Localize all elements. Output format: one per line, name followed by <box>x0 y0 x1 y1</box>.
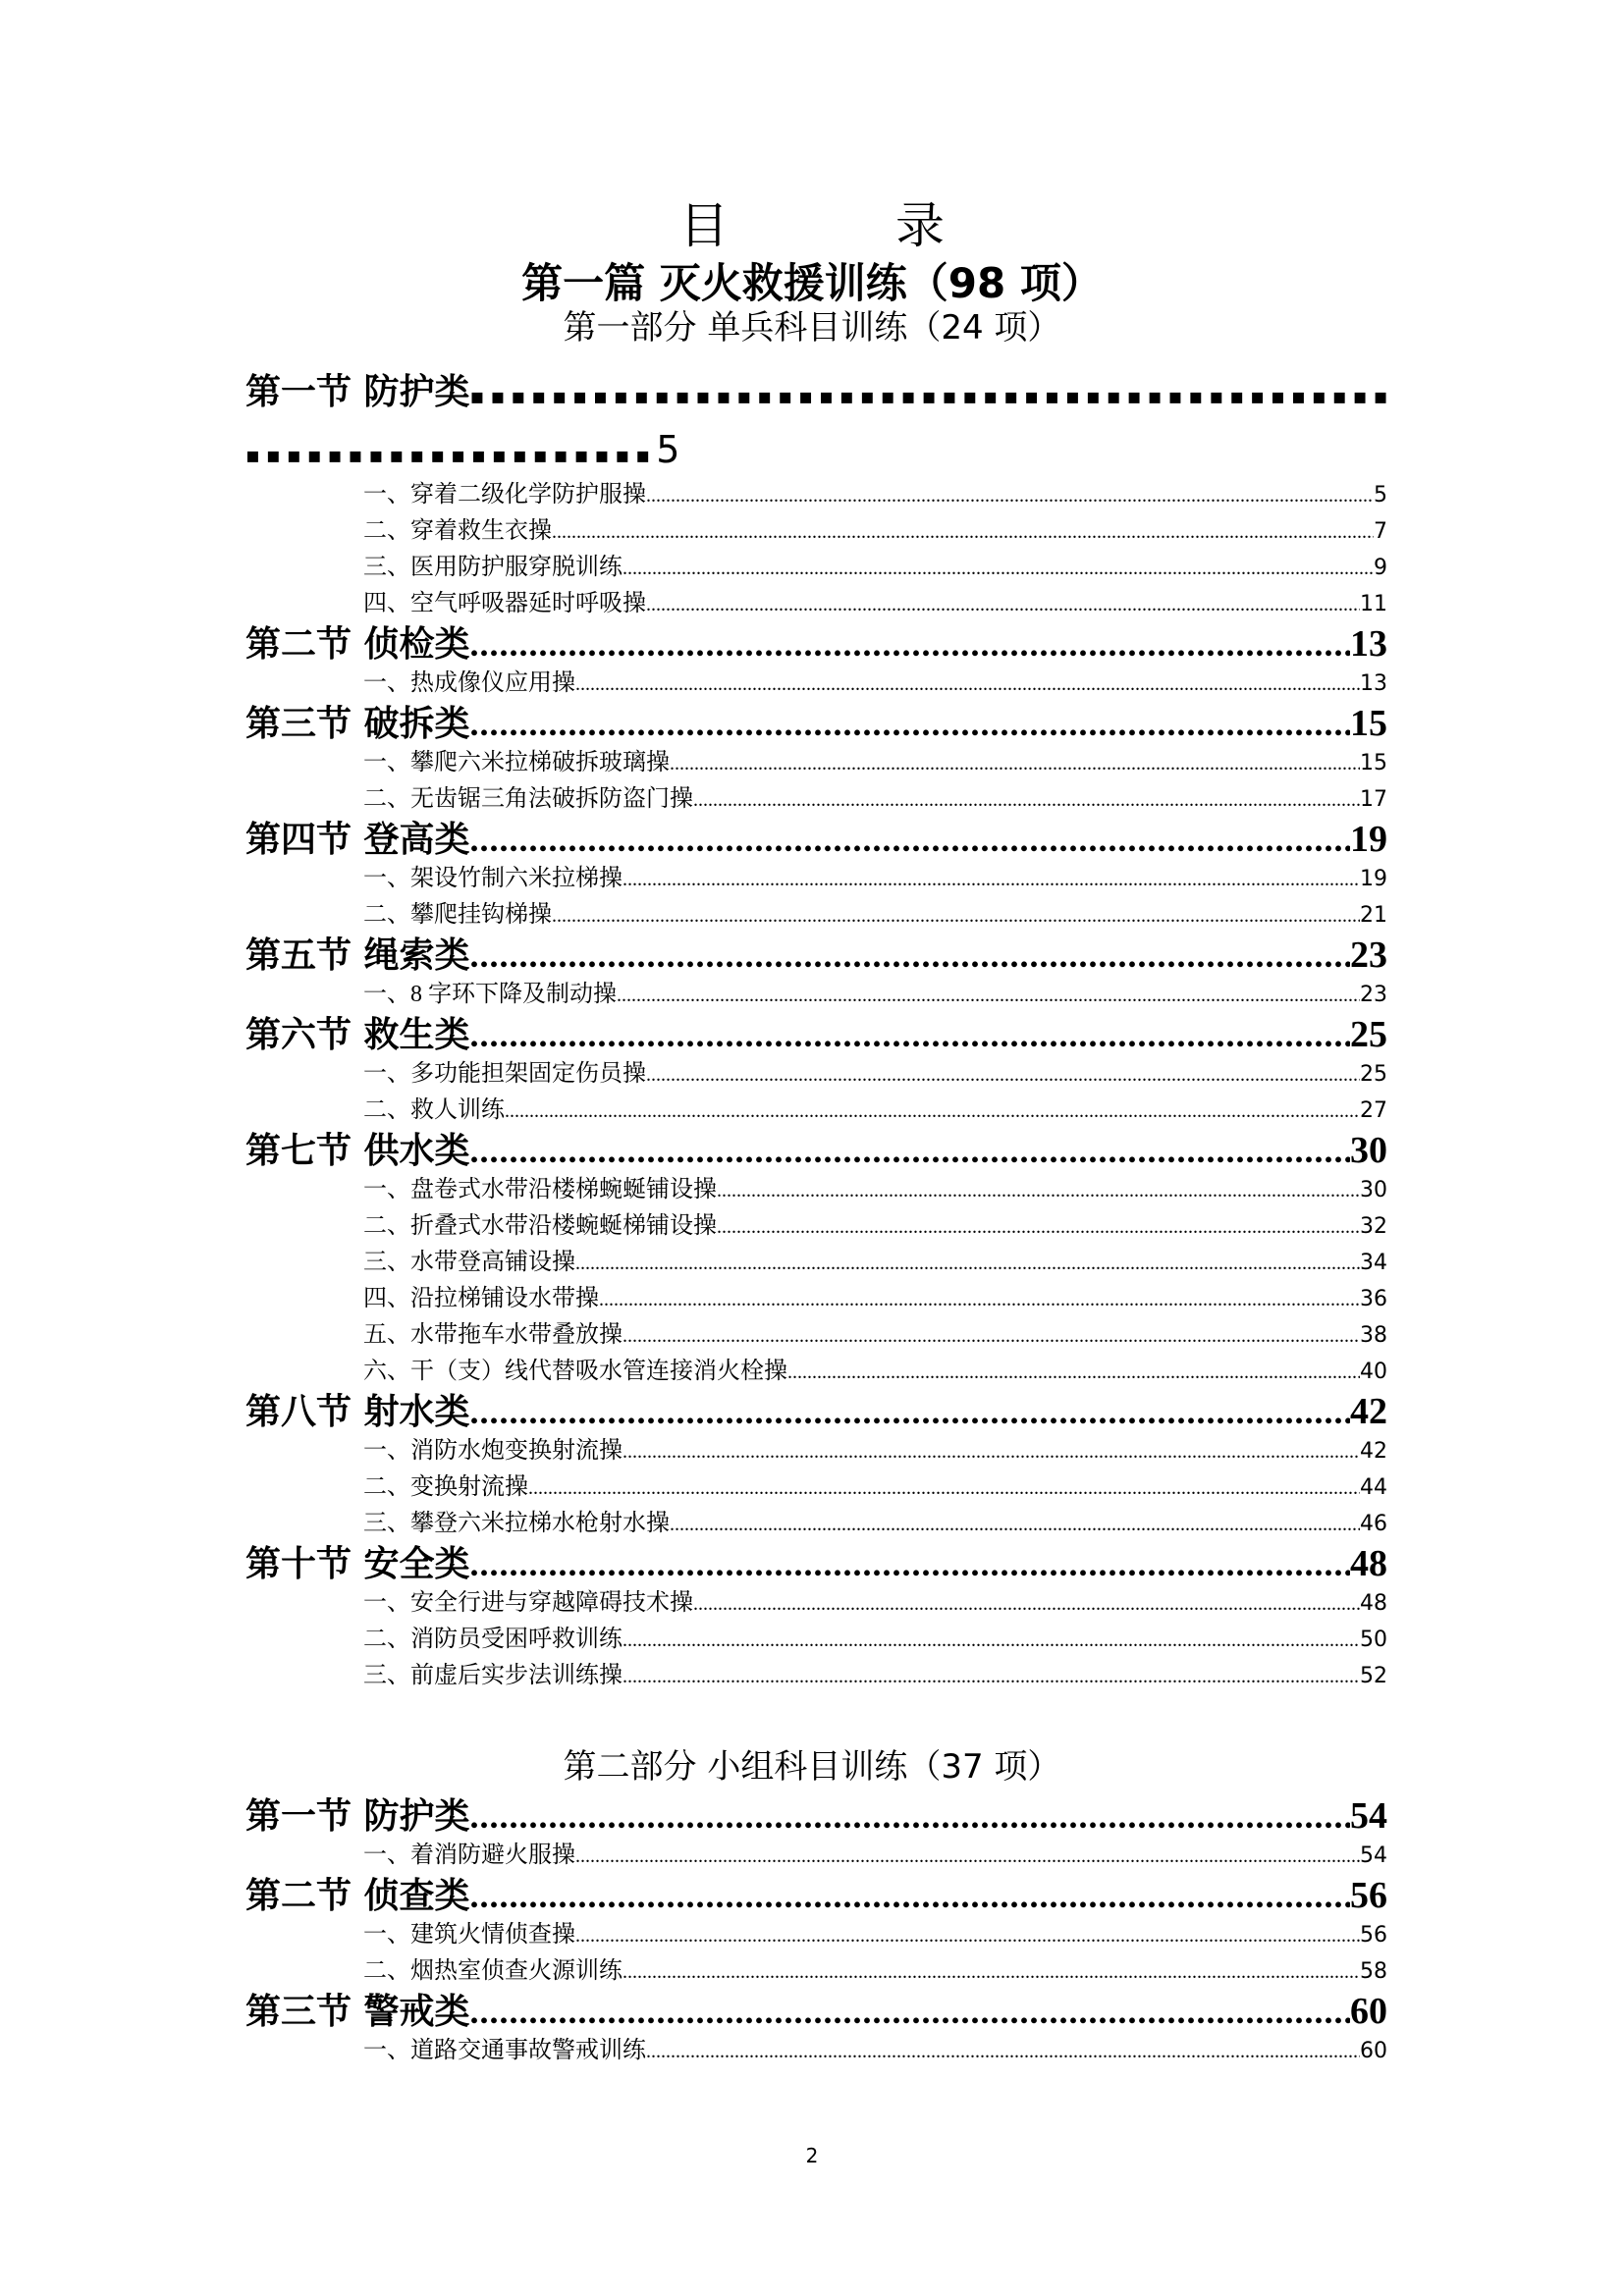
item-label: 一、消防水炮变换射流操 <box>363 1438 623 1464</box>
item-label: 一、道路交通事故警戒训练 <box>363 2038 646 2063</box>
page-number: 11 <box>1360 592 1387 616</box>
page-number: 13 <box>1360 671 1387 696</box>
section-label: 第七节 供水类 <box>245 1131 470 1171</box>
item-label: 一、安全行进与穿越障碍技术操 <box>363 1590 693 1616</box>
toc-item[interactable] <box>245 666 1387 702</box>
toc-item[interactable] <box>245 477 1387 513</box>
dot-leader <box>623 1318 1360 1354</box>
item-label: 二、无齿锯三角法破拆防盗门操 <box>363 786 693 812</box>
dot-leader <box>470 818 1350 861</box>
dot-leader <box>693 782 1360 818</box>
dot-leader <box>552 514 1374 550</box>
toc-item[interactable] <box>245 1056 1387 1093</box>
page-number: 25 <box>1360 1062 1387 1087</box>
dot-leader <box>470 1390 1350 1433</box>
page-number: 15 <box>1350 703 1387 744</box>
dot-leader <box>470 1990 1350 2033</box>
page-number: 23 <box>1360 983 1387 1007</box>
section-label: 第一节 防护类 <box>245 1796 470 1837</box>
dot-leader <box>787 1355 1360 1390</box>
item-label: 二、变换射流操 <box>363 1474 528 1500</box>
toc-item[interactable] <box>245 1433 1387 1469</box>
page-number: 15 <box>1360 751 1387 775</box>
item-label: 三、攀登六米拉梯水枪射水操 <box>363 1511 670 1536</box>
page-number: 50 <box>1360 1628 1387 1652</box>
page-number: 42 <box>1350 1391 1387 1432</box>
toc-item[interactable] <box>245 1354 1387 1390</box>
item-label: 二、攀爬挂钩梯操 <box>363 902 552 928</box>
dot-leader <box>599 1282 1360 1317</box>
section-label: 第八节 射水类 <box>245 1392 470 1432</box>
section-label: 第二节 侦检类 <box>245 624 470 665</box>
dot-leader <box>470 622 1350 666</box>
section-label: 第五节 绳索类 <box>245 935 470 976</box>
item-label: 一、着消防避火服操 <box>363 1842 575 1868</box>
dot-leader <box>505 1094 1360 1129</box>
toc-section-heading[interactable] <box>245 1013 1387 1056</box>
dot-leader <box>470 1874 1350 1917</box>
dot-leader <box>575 1839 1360 1874</box>
toc-item[interactable] <box>245 1093 1387 1129</box>
toc-section-heading[interactable] <box>245 1390 1387 1433</box>
toc-item[interactable] <box>245 1953 1387 1990</box>
page-number: 36 <box>1360 1287 1387 1311</box>
dot-leader <box>575 667 1360 702</box>
page-number: 60 <box>1360 2039 1387 2063</box>
toc-item[interactable] <box>245 550 1387 586</box>
section-label: 第十节 安全类 <box>245 1544 470 1584</box>
dot-leader <box>575 1918 1360 1953</box>
dot-leader <box>470 702 1350 745</box>
item-label: 三、医用防护服穿脱训练 <box>363 555 623 580</box>
section-label: 第一节 防护类 <box>245 372 470 412</box>
toc-item[interactable] <box>245 745 1387 781</box>
page-number: 38 <box>1360 1323 1387 1348</box>
toc-item[interactable] <box>245 1917 1387 1953</box>
item-label: 三、水带登高铺设操 <box>363 1250 575 1275</box>
page-number: 30 <box>1360 1178 1387 1202</box>
section-label: 第三节 破拆类 <box>245 704 470 744</box>
toc-item[interactable] <box>245 861 1387 897</box>
toc-item[interactable] <box>245 1245 1387 1281</box>
page-number: 34 <box>1360 1251 1387 1275</box>
dot-leader <box>623 862 1360 897</box>
page-number: 42 <box>1360 1439 1387 1464</box>
dot-leader <box>470 1129 1350 1172</box>
page-number: 30 <box>1350 1130 1387 1171</box>
toc-item[interactable] <box>245 1469 1387 1506</box>
part-2-title: 第二部分 小组科目训练（37 项） <box>563 1747 1061 1787</box>
part-1-title: 第一部分 单兵科目训练（24 项） <box>563 308 1061 347</box>
page-number: 32 <box>1360 1214 1387 1239</box>
toc-section-heading[interactable] <box>245 934 1387 977</box>
toc-item[interactable] <box>245 2033 1387 2069</box>
page-number: 5 <box>1374 483 1387 507</box>
dot-leader <box>717 1173 1360 1208</box>
section-label: 第六节 救生类 <box>245 1015 470 1055</box>
dot-leader <box>646 2034 1360 2069</box>
dot-leader <box>623 1954 1360 1990</box>
dot-leader: ▪▪▪▪▪▪▪▪▪▪▪▪▪▪▪▪▪▪▪▪ <box>245 444 657 468</box>
page-number: 5 <box>656 428 680 471</box>
toc-section-heading[interactable] <box>245 1129 1387 1172</box>
toc-item[interactable] <box>245 897 1387 934</box>
dot-leader <box>470 363 1387 422</box>
dot-leader <box>623 1659 1360 1694</box>
toc-section-heading[interactable] <box>245 1542 1387 1585</box>
toc-section-heading[interactable] <box>245 702 1387 745</box>
toc-item[interactable] <box>245 586 1387 622</box>
item-label: 二、折叠式水带沿楼蜿蜒梯铺设操 <box>363 1213 717 1239</box>
toc-item[interactable] <box>245 1281 1387 1317</box>
dot-leader <box>575 1246 1360 1281</box>
item-label: 二、穿着救生衣操 <box>363 518 552 544</box>
page-number: 58 <box>1360 1959 1387 1984</box>
page-number: 56 <box>1360 1923 1387 1948</box>
toc-item[interactable] <box>245 1506 1387 1542</box>
page-number: 23 <box>1350 934 1387 976</box>
page-number: 27 <box>1360 1098 1387 1123</box>
page-number: 17 <box>1360 787 1387 812</box>
item-label: 一、8 字环下降及制动操 <box>363 982 617 1007</box>
toc-part-1 <box>245 363 1387 1694</box>
toc-section-heading-continued[interactable] <box>245 422 1387 477</box>
toc-title: 目 录 <box>679 197 1003 254</box>
section-label: 第二节 侦查类 <box>245 1876 470 1916</box>
page-number: 40 <box>1360 1360 1387 1384</box>
dot-leader <box>470 934 1350 977</box>
toc-section-heading[interactable] <box>245 1874 1387 1917</box>
page-number: 25 <box>1350 1014 1387 1055</box>
dot-leader <box>646 587 1360 622</box>
toc-item[interactable] <box>245 977 1387 1013</box>
toc-item[interactable] <box>245 1658 1387 1694</box>
toc-section-heading[interactable] <box>245 1990 1387 2033</box>
page-number: 46 <box>1360 1512 1387 1536</box>
dot-leader <box>617 978 1360 1013</box>
dot-leader <box>470 1013 1350 1056</box>
dot-leader <box>646 1057 1360 1093</box>
page-number: 19 <box>1350 819 1387 860</box>
dot-leader <box>646 478 1374 513</box>
toc-section-heading[interactable] <box>245 1794 1387 1838</box>
dot-leader <box>470 1794 1350 1838</box>
volume-title: 第一篇 灭火救援训练（98 项） <box>521 259 1103 307</box>
item-label: 二、救人训练 <box>363 1097 505 1123</box>
page-number: 52 <box>1360 1664 1387 1688</box>
item-label: 四、空气呼吸器延时呼吸操 <box>363 591 646 616</box>
toc-section-heading[interactable] <box>245 622 1387 666</box>
dot-leader <box>623 551 1374 586</box>
toc-item[interactable] <box>245 1585 1387 1622</box>
item-label: 一、穿着二级化学防护服操 <box>363 482 646 507</box>
toc-part-2 <box>245 1794 1387 2069</box>
section-label: 第四节 登高类 <box>245 820 470 860</box>
toc-section-heading[interactable] <box>245 818 1387 861</box>
item-label: 一、架设竹制六米拉梯操 <box>363 866 623 891</box>
item-label: 四、沿拉梯铺设水带操 <box>363 1286 599 1311</box>
item-label: 六、干（支）线代替吸水管连接消火栓操 <box>363 1359 787 1384</box>
page-number: 54 <box>1350 1795 1387 1837</box>
item-label: 二、消防员受困呼救训练 <box>363 1627 623 1652</box>
page-number: 54 <box>1360 1843 1387 1868</box>
item-label: 一、盘卷式水带沿楼梯蜿蜒铺设操 <box>363 1177 717 1202</box>
item-label: 一、热成像仪应用操 <box>363 670 575 696</box>
item-label: 一、多功能担架固定伤员操 <box>363 1061 646 1087</box>
dot-leader <box>670 1507 1360 1542</box>
page-number: 21 <box>1360 903 1387 928</box>
dot-leader <box>717 1209 1360 1245</box>
toc-item[interactable] <box>245 1208 1387 1245</box>
dot-leader <box>528 1470 1360 1506</box>
page-number: 48 <box>1350 1543 1387 1584</box>
page-number: 13 <box>1350 623 1387 665</box>
toc-item[interactable] <box>245 513 1387 550</box>
page-number: 56 <box>1350 1875 1387 1916</box>
page-footer-number: 2 <box>805 2144 819 2167</box>
page-number: 48 <box>1360 1591 1387 1616</box>
toc-item[interactable] <box>245 1317 1387 1354</box>
page-number: 19 <box>1360 867 1387 891</box>
toc-item[interactable] <box>245 781 1387 818</box>
page-number: 7 <box>1374 519 1387 544</box>
item-label: 一、建筑火情侦查操 <box>363 1922 575 1948</box>
dot-leader <box>623 1434 1360 1469</box>
dot-leader <box>670 746 1360 781</box>
toc-item[interactable] <box>245 1838 1387 1874</box>
dot-leader <box>552 898 1360 934</box>
item-label: 一、攀爬六米拉梯破拆玻璃操 <box>363 750 670 775</box>
page-number: 44 <box>1360 1475 1387 1500</box>
item-label: 二、烟热室侦查火源训练 <box>363 1958 623 1984</box>
section-label: 第三节 警戒类 <box>245 1992 470 2032</box>
toc-item[interactable] <box>245 1622 1387 1658</box>
dot-leader <box>470 1542 1350 1585</box>
item-label: 五、水带拖车水带叠放操 <box>363 1322 623 1348</box>
item-label: 三、前虚后实步法训练操 <box>363 1663 623 1688</box>
page-number: 60 <box>1350 1991 1387 2032</box>
page-number: 9 <box>1374 556 1387 580</box>
toc-item[interactable] <box>245 1172 1387 1208</box>
toc-section-heading[interactable] <box>245 363 1387 422</box>
dot-leader <box>693 1586 1360 1622</box>
dot-leader <box>623 1623 1360 1658</box>
